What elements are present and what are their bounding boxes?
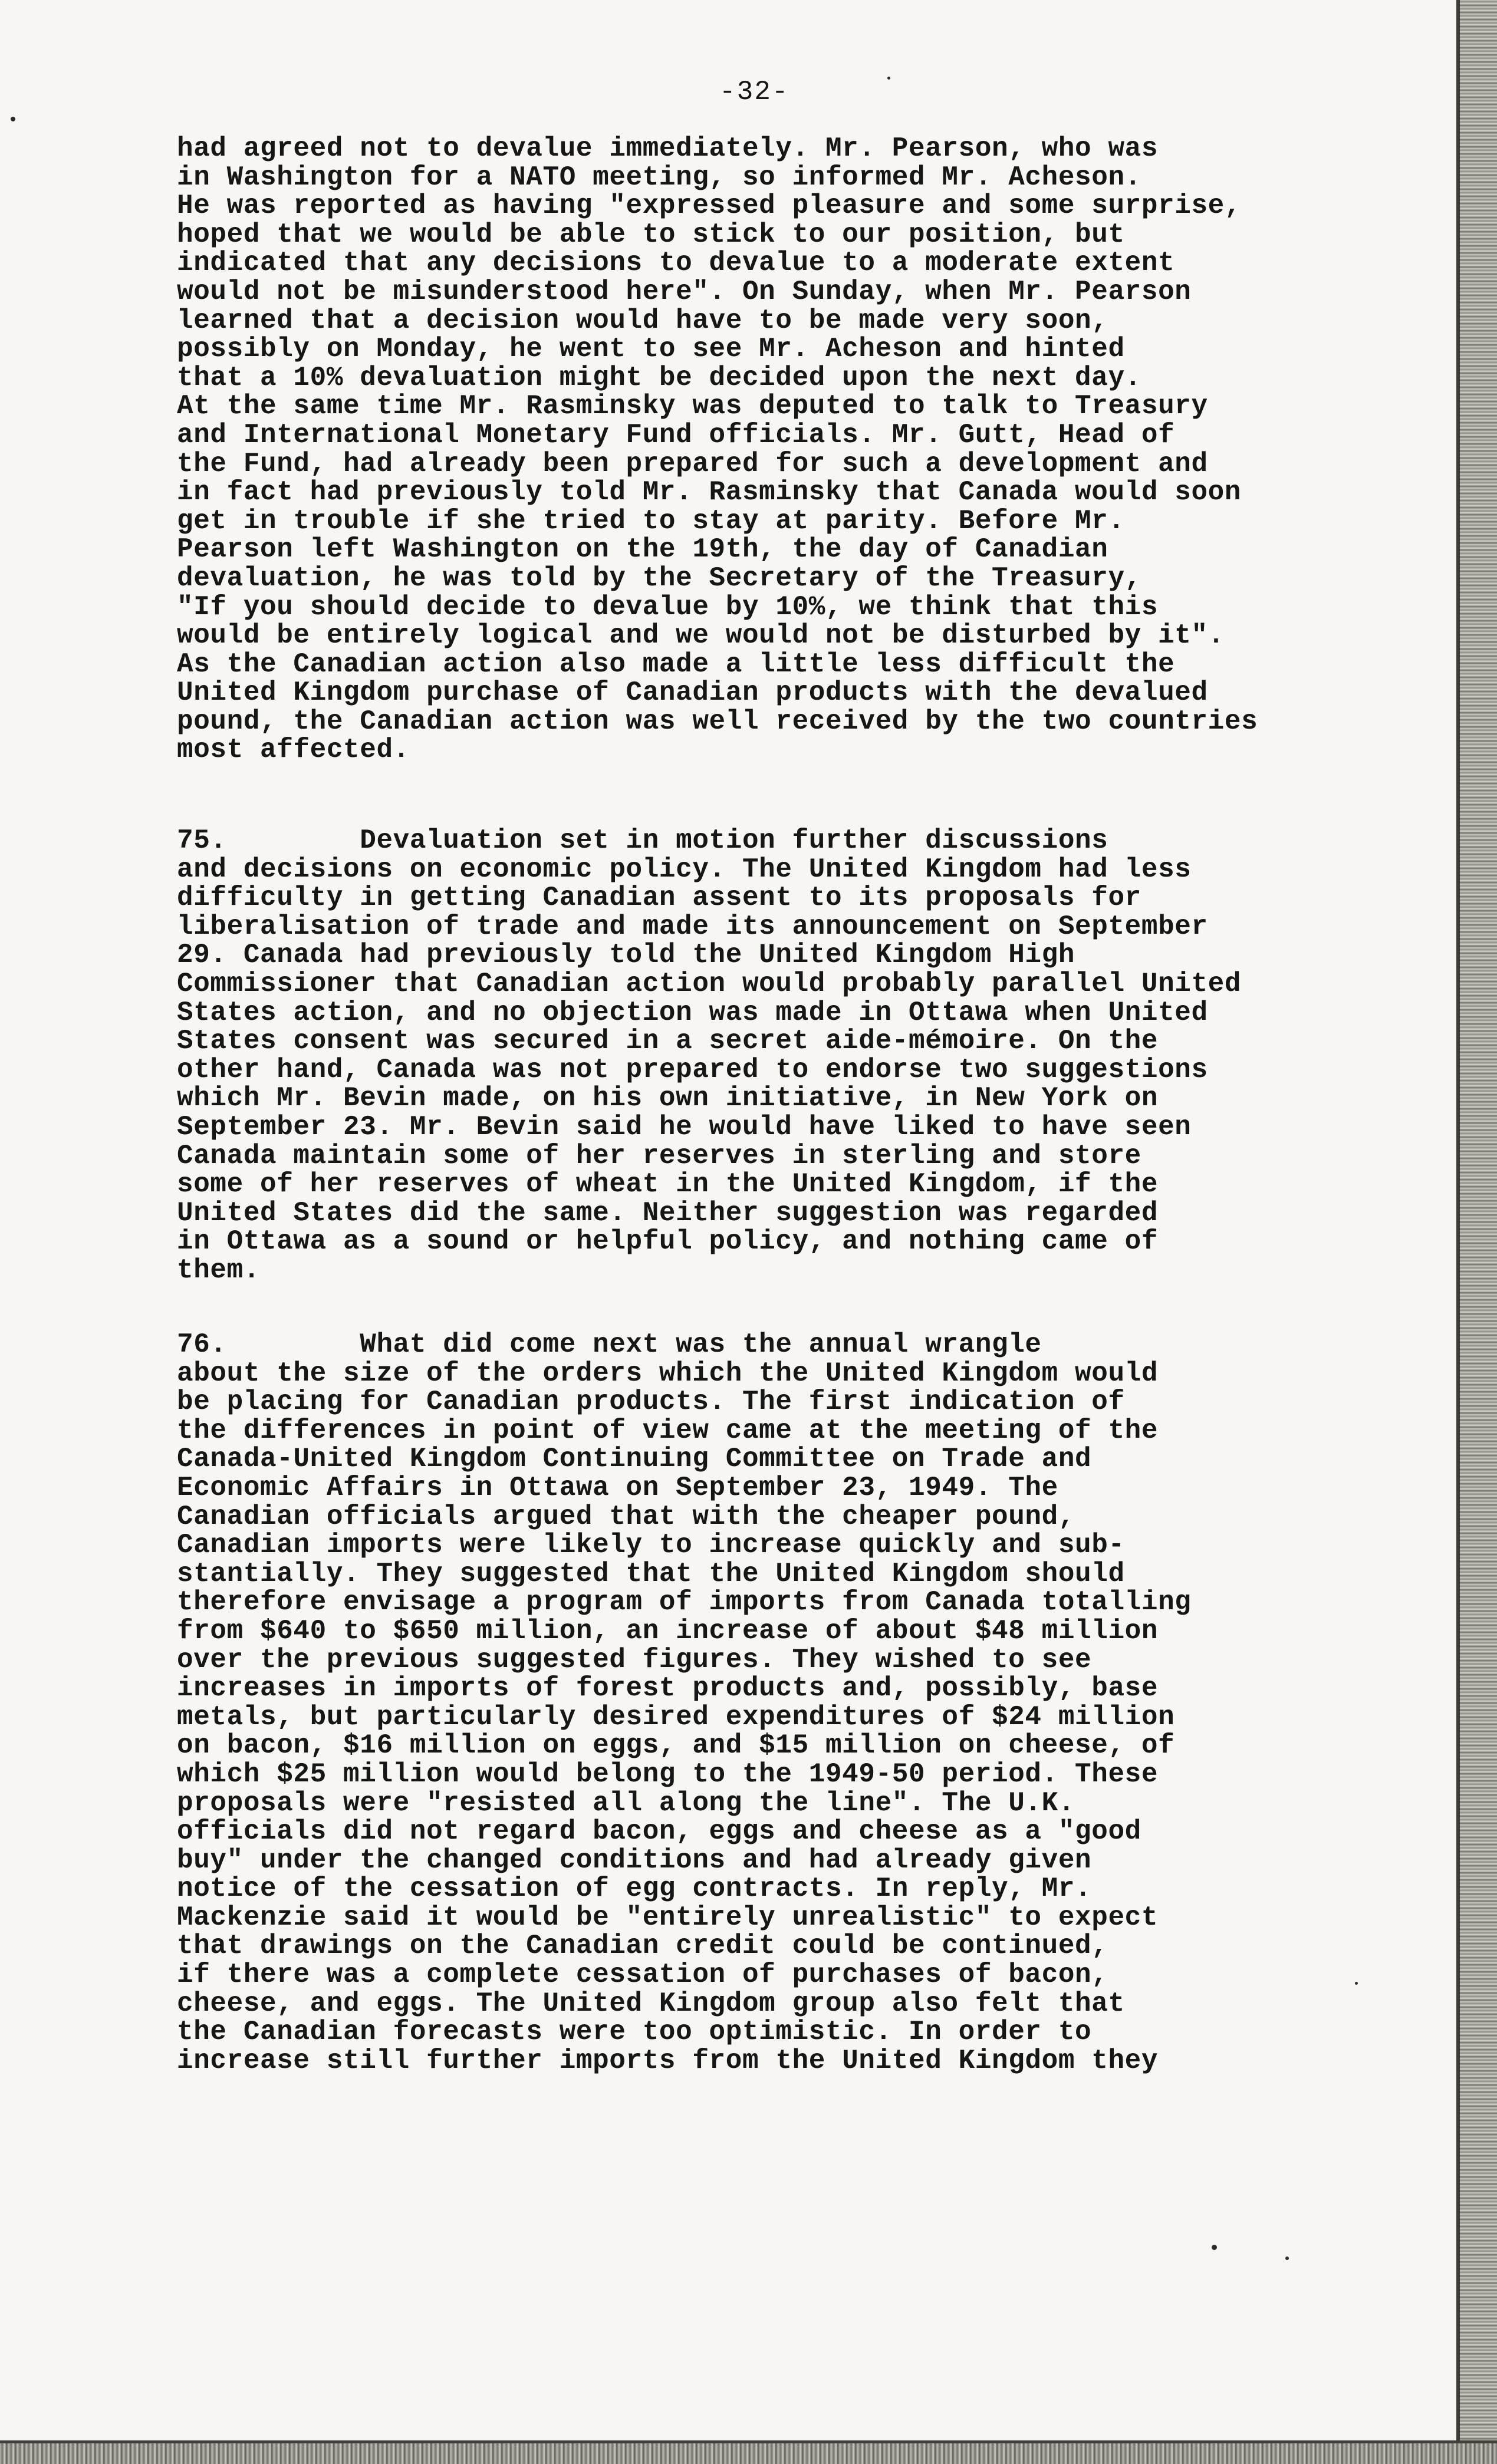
scan-speck bbox=[887, 77, 890, 80]
text-line: increase still further imports from the United Kingdom they bbox=[177, 2045, 1159, 2076]
text-line: and decisions on economic policy. The United Kingdom had less bbox=[177, 854, 1192, 885]
text-line: metals, but particularly desired expenditures of $24 million bbox=[177, 1701, 1175, 1732]
page-number: -32- bbox=[719, 77, 789, 107]
text-line: difficulty in getting Canadian assent to its proposals for bbox=[177, 882, 1141, 914]
text-line: liberalisation of trade and made its announcement on September bbox=[177, 911, 1208, 942]
text-line: As the Canadian action also made a little less difficult the bbox=[177, 648, 1175, 680]
text-line: stantially. They suggested that the United Kingdom should bbox=[177, 1558, 1125, 1589]
text-line: United Kingdom purchase of Canadian products with the devalued bbox=[177, 677, 1208, 709]
text-line: buy" under the changed conditions and had already given bbox=[177, 1844, 1092, 1876]
text-line: Canadian imports were likely to increase quickly and sub- bbox=[177, 1530, 1125, 1561]
text-line: other hand, Canada was not prepared to endorse two suggestions bbox=[177, 1054, 1208, 1085]
text-line: that drawings on the Canadian credit could be continued, bbox=[177, 1931, 1108, 1962]
text-line: that a 10% devaluation might be decided upon the next day. bbox=[177, 362, 1141, 393]
text-line: if there was a complete cessation of purchases of bacon, bbox=[177, 1959, 1108, 1991]
text-line: 75. Devaluation set in motion further discussions bbox=[177, 825, 1108, 856]
text-line: Commissioner that Canadian action would probably parallel United bbox=[177, 968, 1242, 999]
text-line: in fact had previously told Mr. Rasminsky that Canada would soon bbox=[177, 477, 1242, 508]
scan-speck bbox=[1212, 2245, 1217, 2250]
text-line: Mackenzie said it would be "entirely unrealistic" to expect bbox=[177, 1902, 1159, 1933]
text-line: some of her reserves of wheat in the United Kingdom, if the bbox=[177, 1169, 1159, 1200]
text-line: He was reported as having "expressed pleasure and some surprise, bbox=[177, 190, 1242, 222]
text-line: notice of the cessation of egg contracts. In reply, Mr. bbox=[177, 1873, 1092, 1905]
text-line: officials did not regard bacon, eggs and cheese as a "good bbox=[177, 1816, 1141, 1847]
text-line: increases in imports of forest products and, possibly, base bbox=[177, 1673, 1159, 1704]
text-line: the Canadian forecasts were too optimistic. In order to bbox=[177, 2017, 1092, 2048]
scan-speck bbox=[1285, 2257, 1289, 2260]
text-line: would be entirely logical and we would not be disturbed by it". bbox=[177, 620, 1225, 651]
text-line: Pearson left Washington on the 19th, the day of Canadian bbox=[177, 534, 1108, 565]
text-line: pound, the Canadian action was well received by the two countries bbox=[177, 706, 1258, 737]
text-line: indicated that any decisions to devalue to a moderate extent bbox=[177, 248, 1175, 279]
text-line: the Fund, had already been prepared for such a development and bbox=[177, 448, 1208, 479]
paragraph-75 bbox=[177, 826, 1356, 1285]
text-line: Canada-United Kingdom Continuing Committee on Trade and bbox=[177, 1444, 1092, 1475]
text-line: and International Monetary Fund officials. Mr. Gutt, Head of bbox=[177, 419, 1175, 450]
text-line: from $640 to $650 million, an increase of about $48 million bbox=[177, 1615, 1159, 1646]
text-line: be placing for Canadian products. The first indication of bbox=[177, 1386, 1125, 1418]
paragraph-continuation bbox=[177, 134, 1356, 765]
text-line: about the size of the orders which the United Kingdom would bbox=[177, 1358, 1159, 1389]
text-line: which Mr. Bevin made, on his own initiative, in New York on bbox=[177, 1083, 1159, 1114]
text-line: Canadian officials argued that with the cheaper pound, bbox=[177, 1501, 1075, 1532]
scan-speck bbox=[1355, 1982, 1358, 1985]
text-line: had agreed not to devalue immediately. Mr. Pearson, who was bbox=[177, 133, 1159, 164]
text-line: States consent was secured in a secret aide-mémoire. On the bbox=[177, 1026, 1159, 1057]
text-line: most affected. bbox=[177, 734, 410, 766]
text-line: Canada maintain some of her reserves in sterling and store bbox=[177, 1140, 1141, 1171]
text-line: get in trouble if she tried to stay at parity. Before Mr. bbox=[177, 505, 1125, 536]
text-line: proposals were "resisted all along the line". The U.K. bbox=[177, 1787, 1075, 1819]
paragraph-76 bbox=[177, 1330, 1356, 2075]
text-line: which $25 million would belong to the 1949-50 period. These bbox=[177, 1758, 1159, 1790]
text-line: Economic Affairs in Ottawa on September 23, 1949. The bbox=[177, 1472, 1058, 1503]
scan-edge-bottom bbox=[0, 2440, 1497, 2464]
text-line: devaluation, he was told by the Secretary of the Treasury, bbox=[177, 562, 1141, 594]
text-line: possibly on Monday, he went to see Mr. Acheson and hinted bbox=[177, 334, 1125, 365]
text-line: 76. What did come next was the annual wrangle bbox=[177, 1329, 1042, 1360]
text-line: 29. Canada had previously told the United Kingdom High bbox=[177, 940, 1075, 971]
text-line: learned that a decision would have to be made very soon, bbox=[177, 305, 1108, 336]
text-line: United States did the same. Neither suggestion was regarded bbox=[177, 1197, 1159, 1228]
text-line: September 23. Mr. Bevin said he would have liked to have seen bbox=[177, 1111, 1192, 1142]
text-line: them. bbox=[177, 1254, 261, 1286]
text-line: States action, and no objection was made in Ottawa when United bbox=[177, 997, 1208, 1028]
text-line: on bacon, $16 million on eggs, and $15 million on cheese, of bbox=[177, 1730, 1175, 1761]
text-line: therefore envisage a program of imports from Canada totalling bbox=[177, 1587, 1192, 1618]
scan-edge-right bbox=[1456, 0, 1497, 2464]
text-line: over the previous suggested figures. They wished to see bbox=[177, 1644, 1092, 1675]
text-line: cheese, and eggs. The United Kingdom group also felt that bbox=[177, 1988, 1125, 2019]
text-line: the differences in point of view came at the meeting of the bbox=[177, 1415, 1159, 1446]
text-line: "If you should decide to devalue by 10%, we think that this bbox=[177, 591, 1159, 622]
text-line: in Washington for a NATO meeting, so informed Mr. Acheson. bbox=[177, 162, 1141, 193]
text-line: would not be misunderstood here". On Sunday, when Mr. Pearson bbox=[177, 276, 1192, 307]
scan-speck bbox=[11, 117, 15, 121]
text-line: in Ottawa as a sound or helpful policy, and nothing came of bbox=[177, 1226, 1159, 1257]
text-line: hoped that we would be able to stick to our position, but bbox=[177, 219, 1125, 250]
text-line: At the same time Mr. Rasminsky was deputed to talk to Treasury bbox=[177, 391, 1208, 422]
